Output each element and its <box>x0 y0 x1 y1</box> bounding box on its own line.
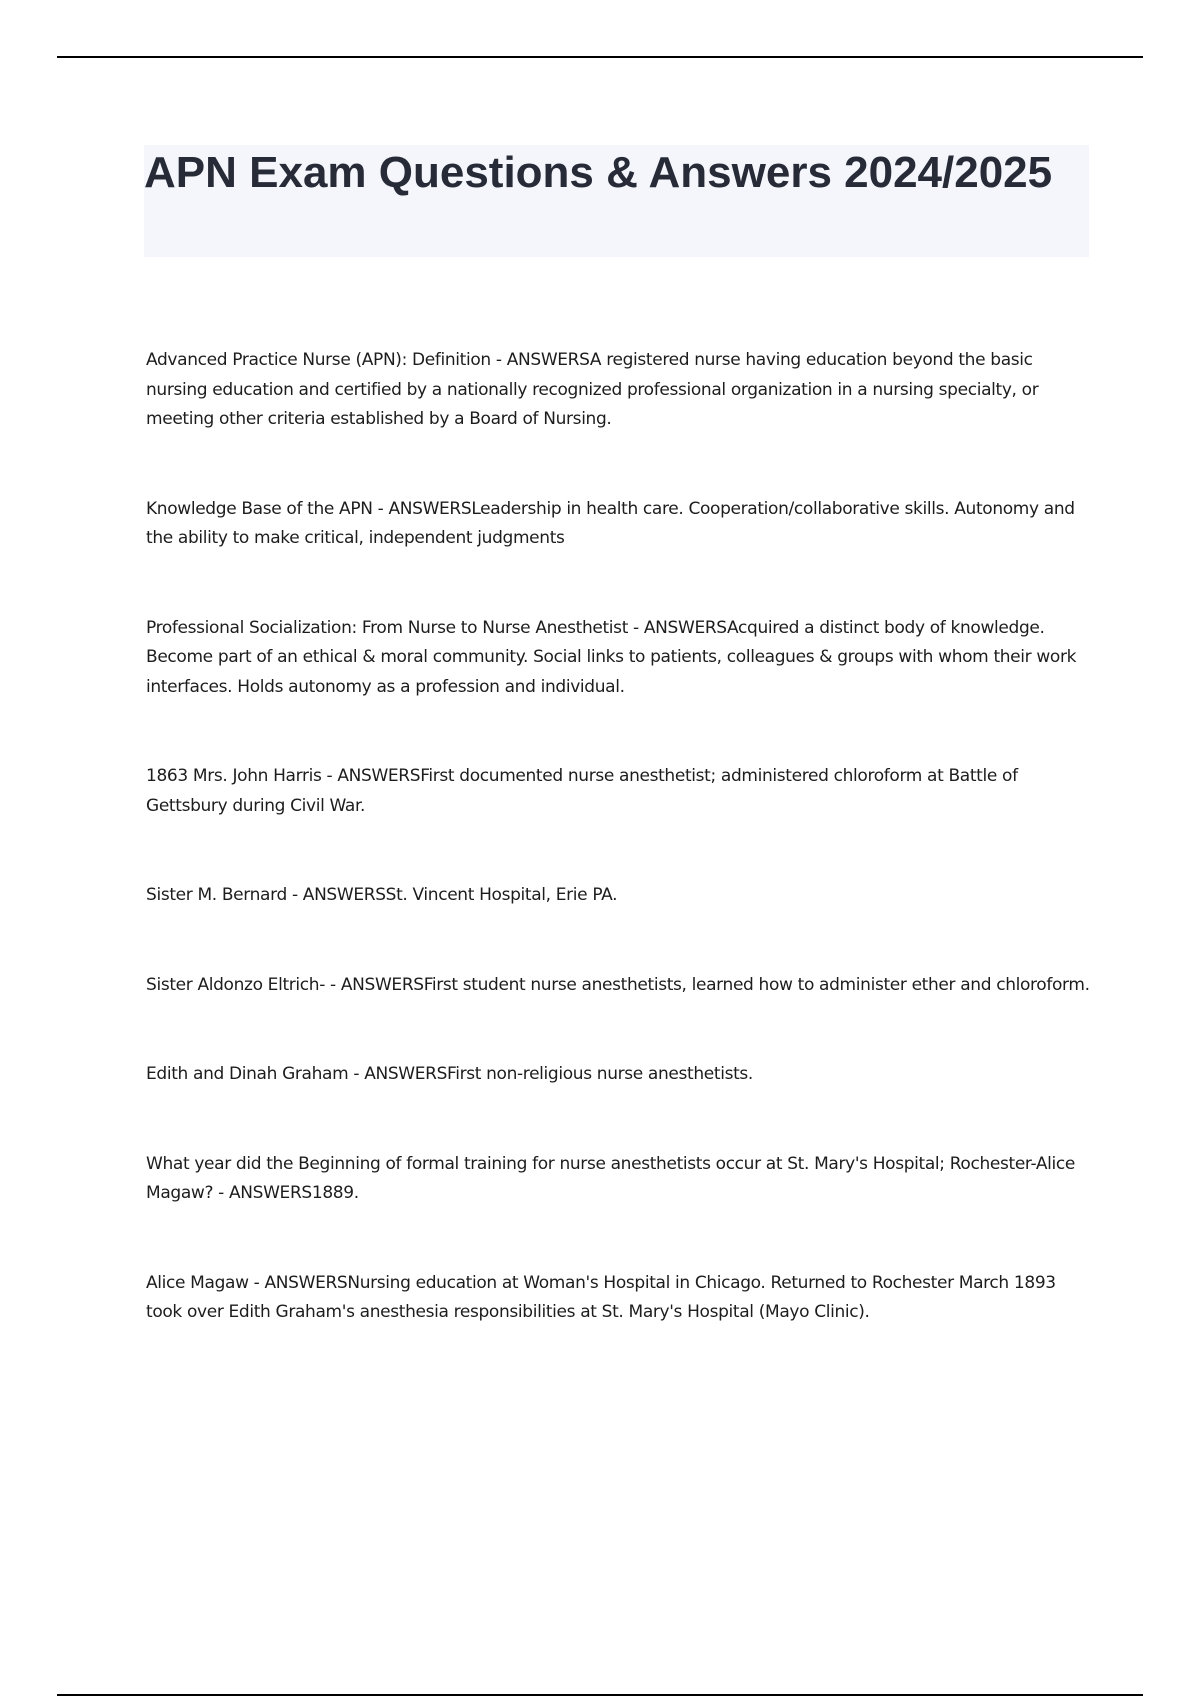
qa-item-professional-socialization: Professional Socialization: From Nurse to Nurse Anesthetist - ANSWERSAcquired a distinct body of knowledge. Become part of an ethical & moral community. Social links to patients, colleagues & groups with whom their work interfaces. Holds autonomy as a profession and individual. <box>146 617 1077 697</box>
qa-item-john-harris: 1863 Mrs. John Harris - ANSWERSFirst documented nurse anesthetist; administered chloroform at Battle of Gettsbury during Civil War. <box>146 766 1018 816</box>
bottom-divider <box>57 1694 1143 1696</box>
qa-item-sister-bernard: Sister M. Bernard - ANSWERSSt. Vincent Hospital, Erie PA. <box>146 885 618 905</box>
qa-item-apn-definition: Advanced Practice Nurse (APN): Definition - ANSWERSA registered nurse having education beyond the basic nursing education and certified by a nationally recognized professional organization in a nursing specialty, or meeting other criteria established by a Board of Nursing. <box>146 350 1039 429</box>
qa-item-alice-magaw: Alice Magaw - ANSWERSNursing education at Woman's Hospital in Chicago. Returned to Rochester March 1893 took over Edith Graham's anesthesia responsibilities at St. Mary's Hospital (Mayo Clinic). <box>146 1272 1056 1322</box>
qa-list <box>146 346 1094 1328</box>
qa-item-formal-training-year: What year did the Beginning of formal training for nurse anesthetists occur at St. Mary's Hospital; Rochester-Alice Magaw? - ANSWERS1889. <box>146 1153 1076 1203</box>
top-divider <box>57 56 1143 58</box>
qa-item-sister-eltrich: Sister Aldonzo Eltrich- - ANSWERSFirst student nurse anesthetists, learned how to administer ether and chloroform. <box>146 974 1090 995</box>
title-banner <box>144 145 1089 257</box>
page-title: APN Exam Questions & Answers 2024/2025 <box>144 148 1053 197</box>
qa-item-graham-sisters: Edith and Dinah Graham - ANSWERSFirst non-religious nurse anesthetists. <box>146 1064 753 1084</box>
qa-item-knowledge-base: Knowledge Base of the APN - ANSWERSLeadership in health care. Cooperation/collaborative skills. Autonomy and the ability to make critical, independent judgments <box>146 498 1075 548</box>
